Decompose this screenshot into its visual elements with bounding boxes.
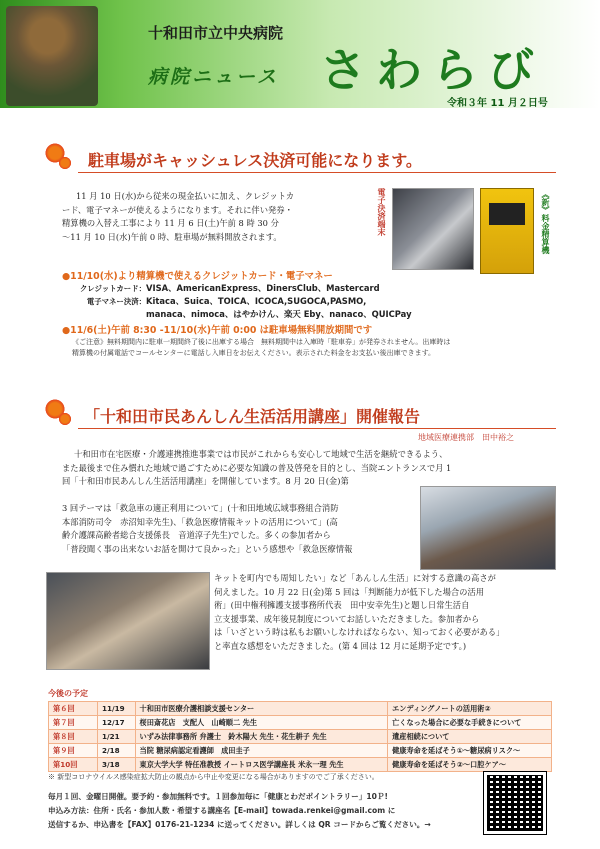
lecture-speaker-photo — [46, 572, 210, 670]
payment-terminal-photo — [392, 188, 474, 270]
session-date: 12/17 — [98, 716, 136, 730]
news-label: 病院ニュース — [148, 66, 280, 88]
paragraph-line: 3 回テーマは「救急車の適正利用について」(十和田地域広域事務組合消防 — [62, 503, 339, 513]
note-line: 精算機の付属電話でコールセンターに電話し入庫日をお伝えください。表示された料金をお支払い後出庫できます。 — [72, 348, 436, 357]
emoney-value: Kitaca、Suica、TOICA、ICOCA,SUGOCA,PASMO, — [146, 296, 367, 306]
table-row — [49, 730, 552, 744]
payment-methods — [62, 282, 562, 320]
qr-code[interactable] — [484, 772, 546, 834]
session-topic: 遺産相続について — [388, 730, 552, 744]
statue-photo — [6, 6, 98, 106]
paragraph-line: 立支援事業、成年後見制度についてお話しいただきました。参加者から — [214, 613, 480, 624]
session-speaker: いずみ法律事務所 弁護士 鈴木陽大 先生・花生耕子 先生 — [135, 730, 388, 744]
note-line: 《ご注意》無料期間内に駐車一期間終了後に出庫する場合 無料期間中は入庫時「駐車券」が発券されません。出庫時は — [72, 338, 451, 346]
table-row — [49, 702, 552, 716]
session-no: 第６回 — [49, 702, 98, 716]
schedule-note: ※ 新型コロナウイルス感染症拡大防止の観点から中止や変更になる場合がありますのでご了承ください。 — [48, 773, 379, 781]
footer-line: 送信するか、申込書を【FAX】0176-21-1234 に送ってください。詳しくは QR コードからご覧ください。→ — [48, 820, 431, 829]
session-no: 第10回 — [49, 758, 98, 772]
table-row — [49, 744, 552, 758]
session-date: 11/19 — [98, 702, 136, 716]
lecture-right — [214, 572, 558, 653]
title-underline — [78, 172, 556, 173]
session-topic: 亡くなった場合に必要な手続きについて — [388, 716, 552, 730]
credit-label: クレジットカード： — [79, 284, 146, 293]
card-heading: ●11/10(水)より精算機で使えるクレジットカード・電子マネー — [62, 271, 333, 282]
parking-machine-photo — [480, 188, 534, 274]
session-date: 3/18 — [98, 758, 136, 772]
session-topic: 健康寿命を延ばそう①～糖尿病リスク～ — [388, 744, 552, 758]
session-topic: 健康寿命を延ばそう②～口腔ケア～ — [388, 758, 552, 772]
terminal-label: 電子決済端末 — [377, 188, 386, 236]
credit-value: VISA、AmericanExpress、DinersClub、Mastercard — [146, 283, 380, 293]
emoney-value-cont: manaca、nimoca、はやかけん、楽天 Eby、nanaco、QUICPay — [146, 309, 412, 319]
schedule-table — [48, 701, 552, 772]
newsletter-title: さわらび — [320, 43, 544, 97]
session-no: 第９回 — [49, 744, 98, 758]
paragraph-line: 術」(田中権利擁護支援事務所代表 田中安幸先生)と題し日常生活自 — [214, 600, 470, 610]
lecture-title: 「十和田市民あんしん生活活用講座」開催報告 — [84, 407, 421, 426]
session-speaker: 桜田斎花店 支配人 山崎順二 先生 — [135, 716, 388, 730]
machine-screen — [489, 203, 525, 225]
session-date: 1/21 — [98, 730, 136, 744]
paragraph-line: ～11 月 10 日(水)午前 0 時、駐車場が無料開放されます。 — [62, 231, 282, 242]
parking-title: 駐車場がキャッシュレス決済可能になります。 — [88, 151, 422, 170]
paragraph-line: 十和田市在宅医療・介護連携推進事業では市民がこれからも安心して地域で生活を継続できるよう、 — [74, 449, 448, 459]
session-speaker: 東京大学大学 特任准教授 イートロス医学講座長 米永一理 先生 — [135, 758, 388, 772]
lecture-author: 地域医療連携部 田中裕之 — [418, 433, 514, 442]
lecture-intro — [62, 448, 562, 489]
hospital-name: 十和田市立中央病院 — [148, 24, 284, 42]
session-speaker: 十和田市医療介護相談支援センター — [135, 702, 388, 716]
paragraph-line: 回「十和田市民あんしん生活活用講座」を開催しています。8 月 20 日(金)第 — [62, 476, 349, 486]
paragraph-line: 齢介護課高齢者総合支援係長 音道淳子先生)でした。多くの参加者から — [62, 530, 331, 540]
footer-line: 毎月１回、金曜日開催。要予約・参加無料です。１回参加毎に「健康とわだポイントラリー」10Ｐ! — [48, 792, 388, 801]
paragraph-line: 11 月 10 日(水)から従来の現金払いに加え、クレジットカ — [76, 191, 295, 201]
paragraph-line: 伺えました。10 月 22 日(金)第 5 回は「判断能力が低下した場合の活用 — [214, 586, 485, 597]
session-no: 第７回 — [49, 716, 98, 730]
free-period-heading: ●11/6(土)午前 8:30 -11/10(水)午前 0:00 は駐車場無料開放期間です — [62, 325, 373, 336]
table-row — [49, 758, 552, 772]
paragraph-line: また最後まで住み慣れた地域で過ごすために必要な知識の普及啓発を目的とし、当院エントランスで月 1 — [62, 462, 452, 473]
paragraph-line: 本部消防司令 赤沼知幸先生)、「救急医療情報キットの活用について」(高 — [62, 516, 338, 527]
paragraph-line: キットを町内でも周知したい」など「あんしん生活」に対する意識の高さが — [214, 573, 496, 583]
paragraph-line: と率直な感想をいただきました。(第 4 回は 12 月に延期予定です。) — [214, 640, 467, 651]
paragraph-line: 精算機の入替え工事により 11 月 6 日(土)午前 8 時 30 分 — [62, 218, 279, 228]
footer-line: 申込み方法：住所・氏名・参加人数・希望する講座名【E-mail】towada.renkei@gmail.com に — [48, 806, 396, 815]
parking-paragraph — [62, 190, 392, 244]
lecture-audience-photo — [420, 486, 556, 570]
session-topic: エンディングノートの活用術② — [388, 702, 552, 716]
machine-label: 《新》料金精算機 — [541, 190, 550, 254]
session-no: 第８回 — [49, 730, 98, 744]
table-row — [49, 716, 552, 730]
schedule-heading: 今後の予定 — [48, 689, 88, 698]
paragraph-line: 「普段聞く事の出来ないお話を開けて良かった」という感想や「救急医療情報 — [62, 543, 353, 554]
session-speaker: 当院 糖尿病認定看護師 成田圭子 — [135, 744, 388, 758]
issue-date: 令和３年 11 月２日号 — [447, 98, 548, 109]
session-date: 2/18 — [98, 744, 136, 758]
title-underline — [78, 428, 556, 429]
footer-info — [48, 790, 468, 832]
parking-note — [72, 337, 562, 358]
emoney-label: 電子マネー決済： — [86, 297, 146, 306]
paragraph-line: は「いざという時は私もお願いしなければならない、知っておく必要がある」 — [214, 627, 505, 637]
lecture-mid — [62, 502, 414, 556]
paragraph-line: ード、電子マネーが使えるようになります。それに伴い発券・ — [62, 204, 293, 215]
